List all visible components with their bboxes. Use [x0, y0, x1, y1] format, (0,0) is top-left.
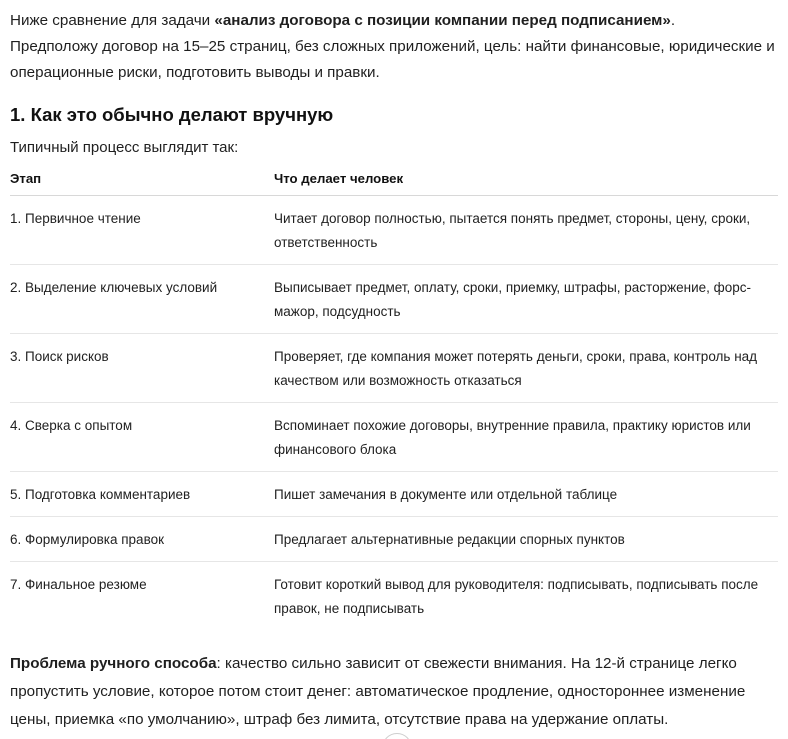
stage-cell: 4. Сверка с опытом: [10, 403, 274, 472]
action-cell: Вспоминает похожие договоры, внутренние правила, практику юристов или финансового блока: [274, 403, 778, 472]
action-cell: Готовит короткий вывод для руководителя: подписывать, подписывать после правок, не подписывать: [274, 577, 759, 616]
intro-suffix: .: [670, 12, 676, 29]
table-row: [10, 403, 778, 472]
action-cell: Предлагает альтернативные редакции спорных пунктов: [274, 517, 778, 562]
stage-cell: 7. Финальное резюме: [10, 577, 147, 592]
table-row: [10, 517, 778, 562]
lead-text: Типичный процесс выглядит так:: [10, 139, 239, 156]
action-cell: Пишет замечания в документе или отдельной таблице: [274, 472, 778, 517]
stage-cell: 5. Подготовка комментариев: [10, 472, 274, 517]
table-row: [10, 196, 778, 265]
intro-task-name: «анализ договора с позиции компании перед подписанием»: [214, 12, 671, 29]
table-row: [10, 265, 778, 334]
process-table: [10, 163, 778, 630]
table-header-row: [10, 163, 778, 196]
summary-paragraph: [10, 650, 778, 734]
action-cell: Проверяет, где компания может потерять деньги, сроки, права, контроль над качеством или возможность отказаться: [274, 334, 778, 403]
stage-cell: 3. Поиск рисков: [10, 334, 274, 403]
intro-paragraph: [10, 8, 778, 86]
table-row: [10, 472, 778, 517]
table-row: [10, 334, 778, 403]
intro-prefix: Ниже сравнение для задачи: [10, 12, 215, 29]
section-heading: 1. Как это обычно делают вручную: [10, 104, 334, 125]
action-cell: Читает договор полностью, пытается понять предмет, стороны, цену, сроки, ответственность: [274, 196, 778, 265]
table-row: [10, 562, 778, 631]
summary-text: : качество сильно зависит от свежести внимания. На 12-й странице легко пропустить условие, которое потом стоит денег: автоматическое продление, одностороннее изменение цены, приемка «по умолчанию», штраф без лимита, отсутствие права на удержание оплаты.: [10, 655, 746, 728]
column-header-stage: Этап: [10, 163, 274, 196]
stage-cell: 1. Первичное чтение: [10, 196, 274, 265]
intro-assumption: Предположу договор на 15–25 страниц, без сложных приложений, цель: найти финансовые, юридические и операционные риски, подготовить выводы и правки.: [10, 38, 775, 81]
action-cell: Выписывает предмет, оплату, сроки, приемку, штрафы, расторжение, форс-мажор, подсудность: [274, 265, 778, 334]
stage-cell: 2. Выделение ключевых условий: [10, 265, 274, 334]
column-header-action: Что делает человек: [274, 163, 778, 196]
stage-cell: 6. Формулировка правок: [10, 517, 274, 562]
summary-label: Проблема ручного способа: [10, 655, 217, 672]
